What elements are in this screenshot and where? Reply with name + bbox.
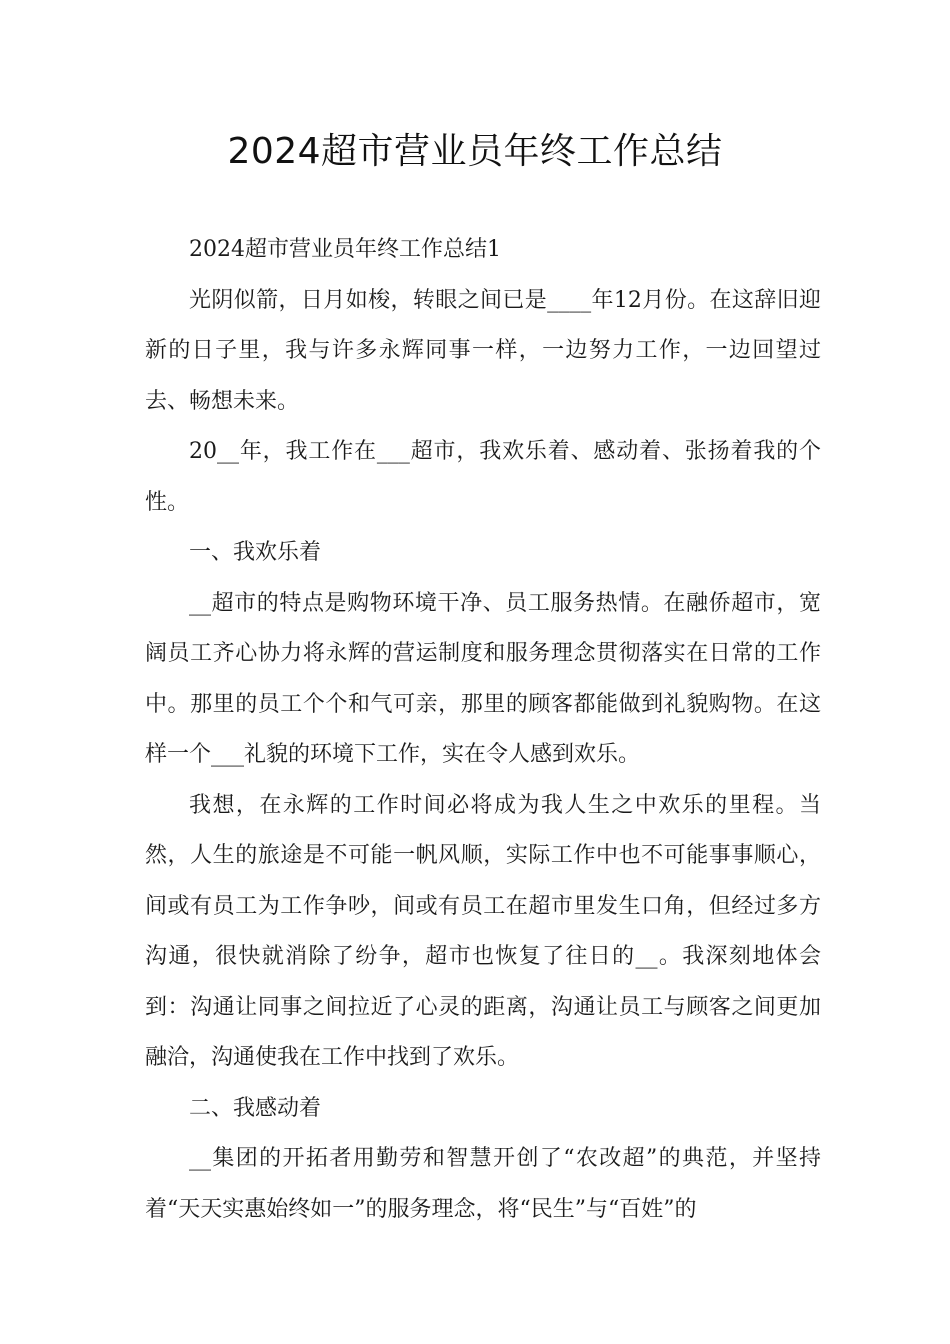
section-heading-moved: 二、我感动着 [189, 1095, 322, 1121]
section-heading-happy: 一、我欢乐着 [189, 540, 322, 565]
paragraph-group-pioneers: __集团的开拓者用勤劳和智慧开创了“农改超”的典范，并坚持着“天天实惠始终如一”的服务理念，将“民生”与“百姓”的 [145, 1146, 821, 1222]
paragraph-subtitle: 2024超市营业员年终工作总结1 [189, 237, 501, 262]
paragraph-communication: 我想，在永辉的工作时间必将成为我人生之中欢乐的里程。当然，人生的旅途是不可能一帆风顺，实际工作中也不可能事事顺心，间或有员工为工作争吵，间或有员工在超市里发生口角，但经过多方沟通，很快就消除了纷争，超市也恢复了往日的__。我深刻地体会到：沟通让同事之间拉近了心灵的距离，沟通让员工与顾客之间更加融洽，沟通使我在工作中找到了欢乐。 [145, 792, 821, 1070]
document-title: 2024超市营业员年终工作总结 [227, 131, 723, 172]
paragraph-year-summary: 20__年，我工作在___超市，我欢乐着、感动着、张扬着我的个性。 [145, 439, 821, 515]
paragraph-intro: 光阴似箭，日月如梭，转眼之间已是____年12月份。在这辞旧迎新的日子里，我与许多永辉同事一样，一边努力工作，一边回望过去、畅想未来。 [145, 287, 821, 414]
document-body [145, 225, 821, 1235]
paragraph-store-features: __超市的特点是购物环境干净、员工服务热情。在融侨超市，宽阔员工齐心协力将永辉的营运制度和服务理念贯彻落实在日常的工作中。那里的员工个个和气可亲，那里的顾客都能做到礼貌购物。在这样一个___礼貌的环境下工作，实在令人感到欢乐。 [145, 590, 821, 767]
